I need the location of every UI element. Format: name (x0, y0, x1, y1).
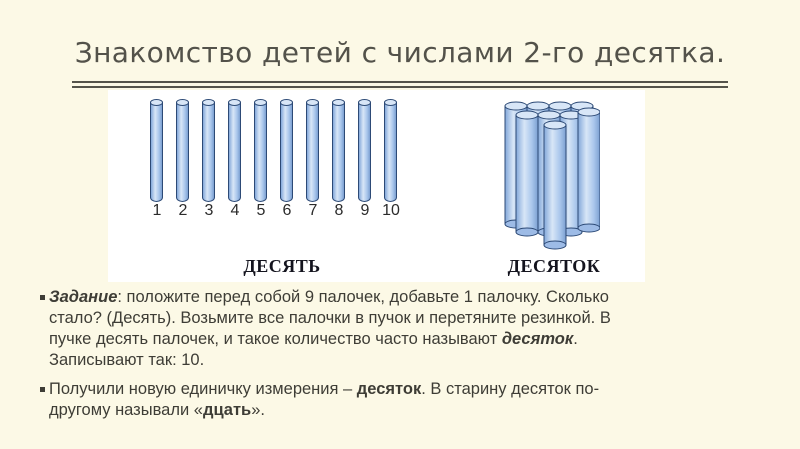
text-run: стало? (Десять). Возьмите все палочки в пучок и перетяните резинкой. В (49, 309, 611, 327)
stick-number: 1 (152, 202, 162, 219)
bullet-line (49, 308, 766, 329)
bullet-line (49, 329, 766, 350)
bullet-line (49, 287, 766, 308)
text-run: : положите перед собой 9 палочек, добавьте 1 палочку. Сколько (117, 288, 609, 306)
stick (150, 101, 163, 202)
bullet-item (40, 287, 766, 371)
slide-title: Знакомство детей с числами 2-го десятка. (74, 36, 726, 69)
bullet-line (49, 350, 766, 371)
bullet-item (40, 379, 766, 421)
text-run: десяток (501, 330, 574, 348)
text-run: . (573, 330, 578, 348)
text-run: Задание (49, 288, 118, 306)
stick-number: 6 (282, 202, 292, 219)
stick-number: 3 (204, 202, 214, 219)
bundle-stick (578, 108, 600, 232)
stick (202, 101, 215, 202)
text-run: другому называли « (49, 401, 203, 419)
bullet-marker (40, 295, 45, 300)
bullet-marker (40, 387, 45, 392)
stick (332, 101, 345, 202)
bullet-line (49, 400, 766, 421)
stick (358, 101, 371, 202)
bullet-text (49, 379, 766, 421)
text-run: ». (251, 401, 265, 419)
title-divider (72, 81, 728, 88)
stick (384, 101, 397, 202)
text-run: дцать (202, 401, 252, 419)
text-run: . В старину десяток по- (421, 380, 600, 398)
text-run: десяток (356, 380, 422, 398)
stick-number: 5 (256, 202, 266, 219)
text-run: Записывают так: 10. (49, 351, 205, 369)
ten-label: ДЕСЯТЬ (243, 256, 321, 276)
stick (176, 101, 189, 202)
bullet-list (40, 287, 766, 429)
bundle-of-sticks-image (504, 98, 600, 250)
stick (254, 101, 267, 202)
stick-number: 4 (230, 202, 240, 219)
stick-number: 7 (308, 202, 318, 219)
stick-number: 8 (334, 202, 344, 219)
text-run: Получили новую единичку измерения – (49, 380, 357, 398)
bullet-line (49, 379, 766, 400)
stick (280, 101, 293, 202)
text-run: пучке десять палочек, и такое количество часто называют (49, 330, 502, 348)
bundle-stick (516, 111, 538, 236)
bundle-stick (544, 121, 566, 249)
stick-number: 2 (178, 202, 188, 219)
bundle-label: ДЕСЯТОК (507, 256, 601, 276)
stick (306, 101, 319, 202)
stick-number: 10 (382, 202, 400, 219)
stick (228, 101, 241, 202)
bullet-text (49, 287, 766, 371)
sticks-figure-panel (108, 90, 645, 282)
stick-number: 9 (360, 202, 370, 219)
